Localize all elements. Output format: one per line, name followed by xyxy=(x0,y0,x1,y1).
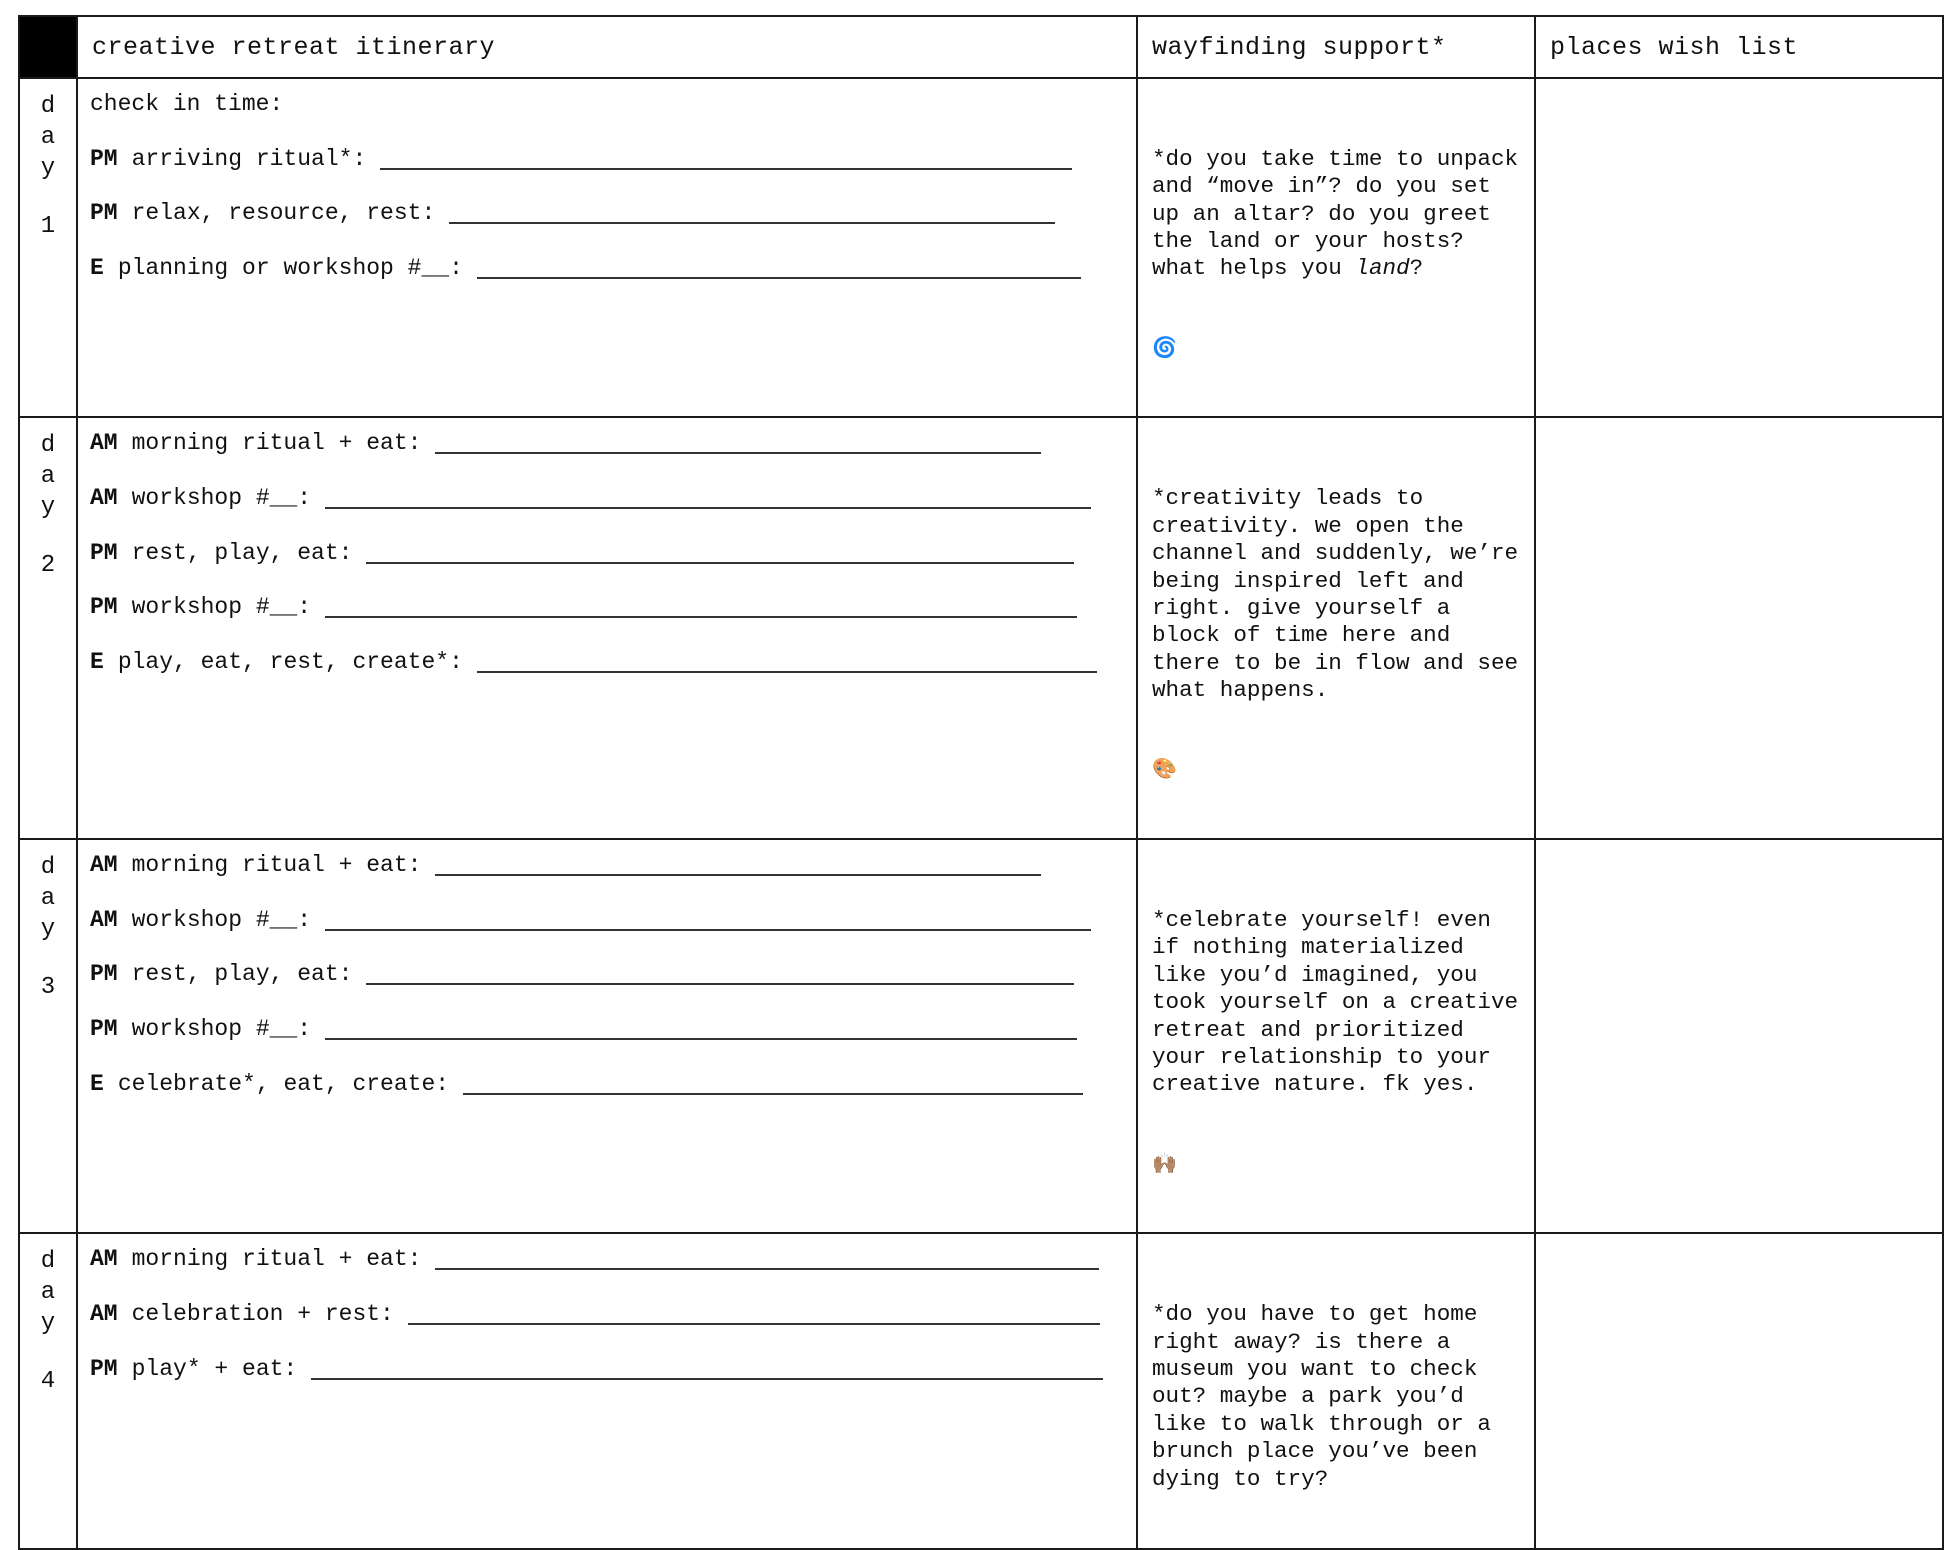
fill-in-line[interactable] xyxy=(435,452,1041,454)
slot-time: AM xyxy=(90,485,118,512)
slot-row xyxy=(90,91,1122,131)
day-label-cell xyxy=(19,417,77,839)
slot-time: E xyxy=(90,254,104,281)
slot-row xyxy=(90,1056,1122,1111)
slot-time: PM xyxy=(90,145,118,172)
slot-label: planning or workshop #__: xyxy=(117,254,463,281)
fill-in-line[interactable] xyxy=(325,616,1077,618)
wayfinding-heading: wayfinding support* xyxy=(1137,16,1535,78)
slot-row xyxy=(90,525,1122,580)
fill-in-line[interactable] xyxy=(449,222,1055,224)
slot-label: celebrate*, eat, create: xyxy=(117,1070,450,1097)
day-label xyxy=(20,1234,76,1397)
day-letter: a xyxy=(40,885,56,913)
day-row-2 xyxy=(19,417,1943,839)
wayfinding-note-cell xyxy=(1137,839,1535,1233)
slot-row xyxy=(90,852,1122,892)
slot-time: PM xyxy=(90,1015,118,1042)
slot-label: arriving ritual*: xyxy=(131,145,367,172)
itinerary-heading: creative retreat itinerary xyxy=(77,16,1137,78)
day-letter: y xyxy=(40,494,56,522)
slot-row xyxy=(90,131,1122,186)
palette-emoji-icon: 🎨 xyxy=(1152,759,1177,783)
fill-in-line[interactable] xyxy=(477,671,1097,673)
slot-time: PM xyxy=(90,1355,118,1382)
fill-in-line[interactable] xyxy=(463,1093,1083,1095)
fill-in-line[interactable] xyxy=(366,983,1074,985)
slot-label: workshop #__: xyxy=(131,906,312,933)
slot-label: rest, play, eat: xyxy=(131,539,353,566)
slot-label: check in time: xyxy=(90,91,284,117)
wayfinding-note: *do you take time to unpack and “move in”? do you set up an altar? do you greet the land or your hosts? what helps you land? xyxy=(1152,145,1532,282)
places-wish-list-cell[interactable] xyxy=(1535,1233,1943,1548)
slot-time: AM xyxy=(90,1301,118,1328)
places-wish-list-cell[interactable] xyxy=(1535,78,1943,417)
slot-row xyxy=(90,1246,1122,1286)
slot-label: rest, play, eat: xyxy=(131,961,353,988)
day-label xyxy=(20,79,76,242)
slot-row xyxy=(90,1341,1122,1396)
slot-label: morning ritual + eat: xyxy=(131,852,422,879)
slot-time: E xyxy=(90,1070,104,1097)
day-letter: d xyxy=(40,432,56,460)
slot-label: morning ritual + eat: xyxy=(131,1246,422,1273)
slot-label: workshop #__: xyxy=(131,594,312,621)
day-row-3 xyxy=(19,839,1943,1233)
corner-cell xyxy=(19,16,77,78)
slot-label: play* + eat: xyxy=(131,1355,298,1382)
fill-in-line[interactable] xyxy=(325,1038,1077,1040)
wayfinding-note: *do you have to get home right away? is there a museum you want to check out? maybe a park you’d like to walk through or a brunch place you’ve been dying to try? xyxy=(1152,1301,1505,1492)
slot-row xyxy=(90,470,1122,525)
fill-in-line[interactable] xyxy=(380,168,1072,170)
slot-row xyxy=(90,186,1122,241)
day-label-cell xyxy=(19,78,77,417)
slot-time: PM xyxy=(90,200,118,227)
slot-row xyxy=(90,634,1122,689)
slot-label: morning ritual + eat: xyxy=(131,430,422,457)
day-number: 1 xyxy=(40,213,56,240)
itinerary-cell xyxy=(77,78,1137,417)
itinerary-cell xyxy=(77,839,1137,1233)
slot-time: PM xyxy=(90,961,118,988)
places-wish-list-cell[interactable] xyxy=(1535,417,1943,839)
slot-time: PM xyxy=(90,594,118,621)
slot-label: workshop #__: xyxy=(131,485,312,512)
places-wish-list-cell[interactable] xyxy=(1535,839,1943,1233)
raised-hands-emoji-icon: 🙌🏽 xyxy=(1152,1153,1177,1177)
slot-time: AM xyxy=(90,1246,118,1273)
slot-time: AM xyxy=(90,906,118,933)
slot-row xyxy=(90,580,1122,635)
wayfinding-note-cell xyxy=(1137,78,1535,417)
slot-row xyxy=(90,430,1122,470)
places-heading: places wish list xyxy=(1535,16,1943,78)
slot-row xyxy=(90,240,1122,295)
slot-row xyxy=(90,1286,1122,1341)
day-label-cell xyxy=(19,1233,77,1548)
wayfinding-note: *celebrate yourself! even if nothing materialized like you’d imagined, you took yourself on a creative retreat and prioritized your relationship to your creative nature. fk yes. xyxy=(1152,906,1532,1098)
slot-row xyxy=(90,1001,1122,1056)
day-row-1 xyxy=(19,78,1943,417)
day-number: 4 xyxy=(40,1368,56,1396)
slot-time: AM xyxy=(90,430,118,457)
day-number: 2 xyxy=(40,552,56,580)
wayfinding-note-cell xyxy=(1137,1233,1535,1548)
day-letter: y xyxy=(40,155,56,182)
spiral-emoji-icon: 🌀 xyxy=(1152,337,1177,361)
fill-in-line[interactable] xyxy=(366,562,1074,564)
fill-in-line[interactable] xyxy=(435,1268,1099,1270)
itinerary-table xyxy=(18,15,1944,1550)
slot-row xyxy=(90,892,1122,947)
fill-in-line[interactable] xyxy=(325,507,1091,509)
day-row-4 xyxy=(19,1233,1943,1548)
slot-time: AM xyxy=(90,852,118,879)
day-letter: a xyxy=(40,1279,56,1307)
slot-row xyxy=(90,947,1122,1002)
day-letter: d xyxy=(40,93,56,120)
day-label xyxy=(20,418,76,581)
day-label xyxy=(20,840,76,1003)
slot-time: PM xyxy=(90,539,118,566)
slot-time: E xyxy=(90,648,104,675)
itinerary-cell xyxy=(77,417,1137,839)
slot-label: relax, resource, rest: xyxy=(131,200,436,227)
itinerary-cell xyxy=(77,1233,1137,1548)
day-letter: d xyxy=(40,854,56,882)
fill-in-line[interactable] xyxy=(325,929,1091,931)
slot-label: workshop #__: xyxy=(131,1015,312,1042)
day-letter: y xyxy=(40,1310,56,1338)
fill-in-line[interactable] xyxy=(435,874,1041,876)
fill-in-line[interactable] xyxy=(311,1378,1103,1380)
wayfinding-note-cell xyxy=(1137,417,1535,839)
day-letter: d xyxy=(40,1248,56,1276)
day-number: 3 xyxy=(40,974,56,1002)
slot-label: celebration + rest: xyxy=(131,1301,394,1328)
itinerary-sheet xyxy=(18,15,1942,1492)
header-row xyxy=(19,16,1943,78)
day-letter: a xyxy=(40,124,56,151)
fill-in-line[interactable] xyxy=(408,1323,1100,1325)
fill-in-line[interactable] xyxy=(477,277,1081,279)
day-letter: y xyxy=(40,916,56,944)
day-letter: a xyxy=(40,463,56,491)
wayfinding-note: *creativity leads to creativity. we open the channel and suddenly, we’re being inspired left and right. give yourself a block of time here and there to be in flow and see what happens. xyxy=(1152,485,1532,704)
slot-label: play, eat, rest, create*: xyxy=(117,648,463,675)
day-label-cell xyxy=(19,839,77,1233)
